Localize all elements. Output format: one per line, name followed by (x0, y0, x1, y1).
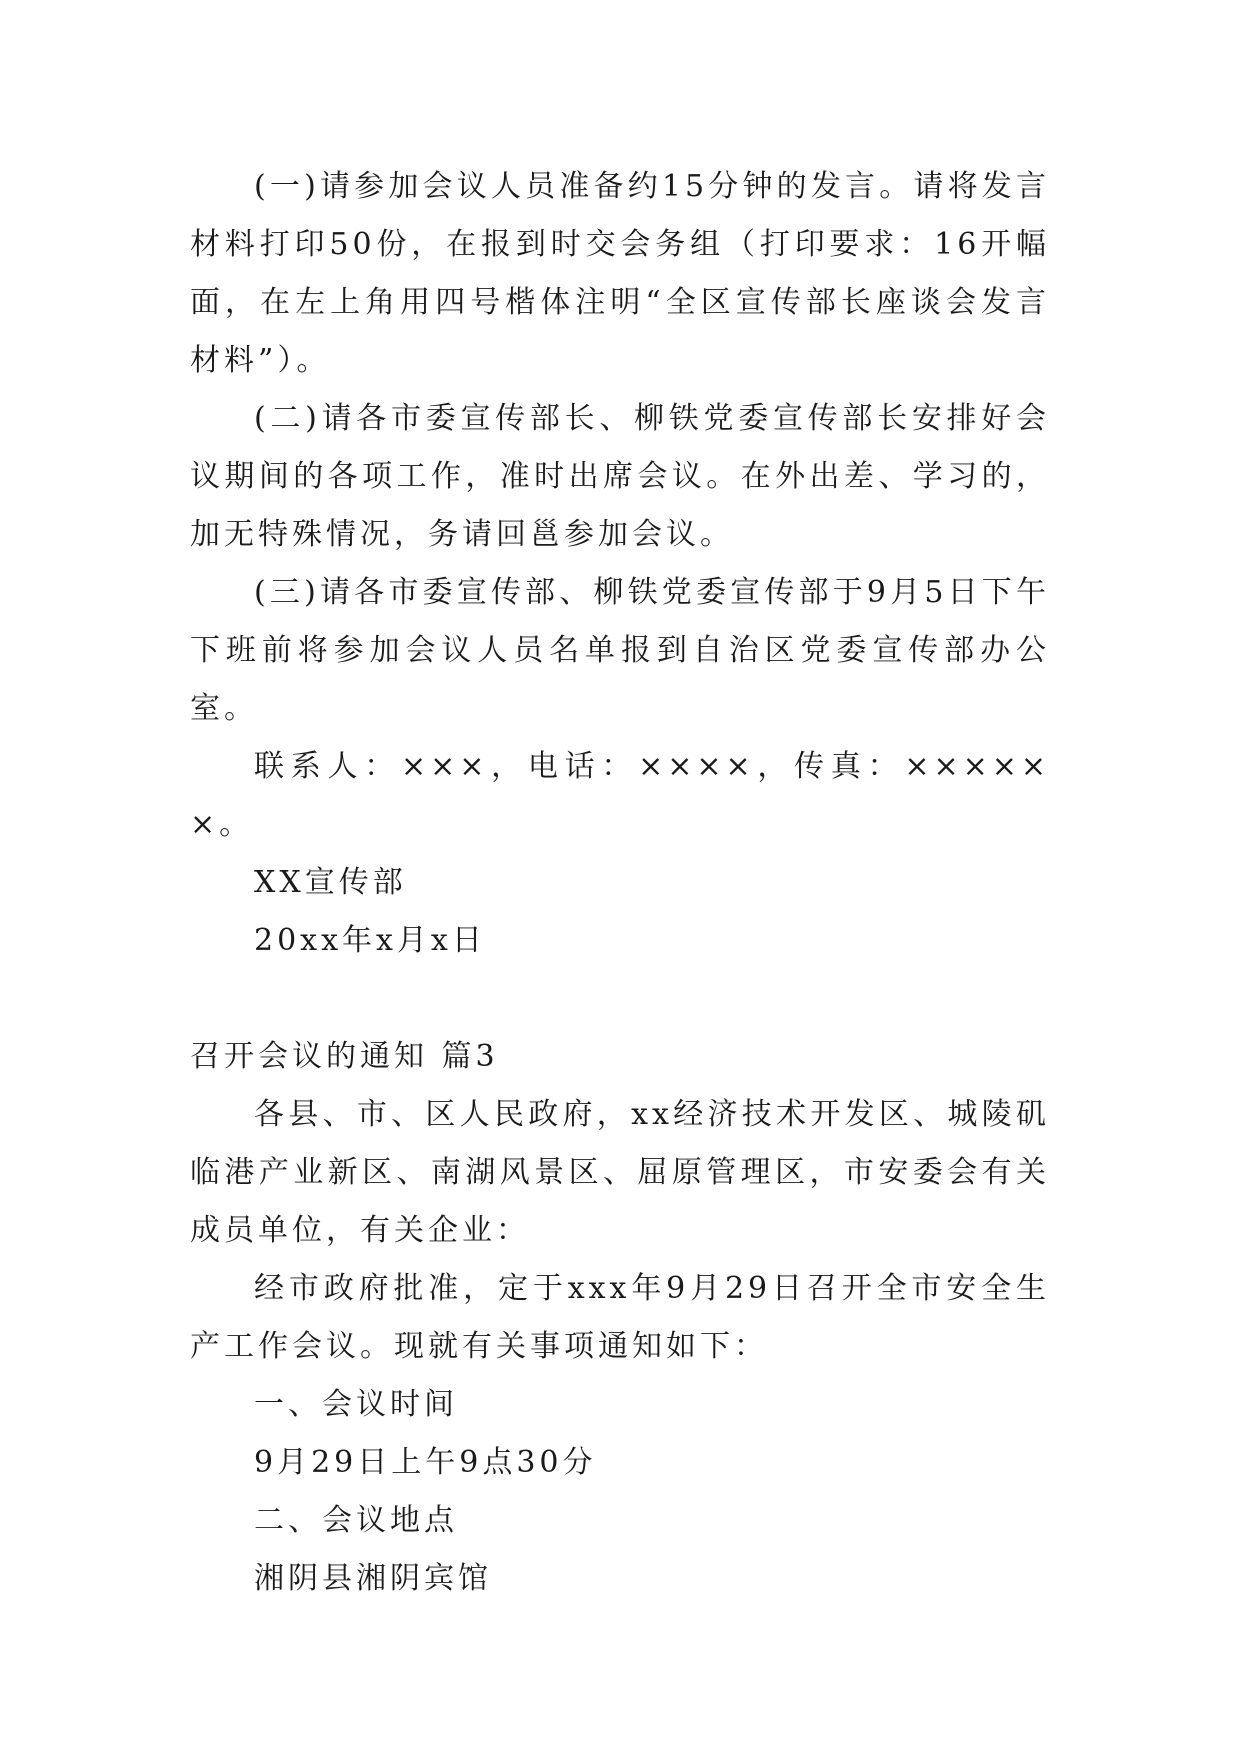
paragraph-item-2: (二)请各市委宣传部长、柳铁党委宣传部长安排好会议期间的各项工作，准时出席会议。在外出差、学习的，加无特殊情况，务请回邕参加会议。 (190, 401, 1050, 552)
intro-paragraph: 经市政府批准，定于xxx年9月29日召开全市安全生产工作会议。现就有关事项通知如下： (190, 1271, 1050, 1364)
section-title: 召开会议的通知 篇3 (190, 1039, 499, 1074)
meeting-place-heading: 二、会议地点 (254, 1503, 458, 1538)
signature-date: 20xx年x月x日 (254, 923, 486, 958)
document-body (190, 158, 1050, 1608)
contact-line: 联系人：×××，电话：××××，传真：××××××。 (190, 749, 1050, 842)
section-gap (190, 970, 1050, 1028)
signature-department: XX宣传部 (254, 865, 407, 900)
paragraph-item-3: (三)请各市委宣传部、柳铁党委宣传部于9月5日下午下班前将参加会议人员名单报到自治区党委宣传部办公室。 (190, 575, 1050, 726)
meeting-place-value: 湘阴县湘阴宾馆 (254, 1561, 492, 1596)
addressee-paragraph: 各县、市、区人民政府，xx经济技术开发区、城陵矶临港产业新区、南湖风景区、屈原管理区，市安委会有关成员单位，有关企业： (190, 1097, 1050, 1248)
paragraph-item-1: (一)请参加会议人员准备约15分钟的发言。请将发言材料打印50份，在报到时交会务组（打印要求：16开幅面，在左上角用四号楷体注明“全区宣传部长座谈会发言材料”）。 (190, 169, 1050, 378)
meeting-time-heading: 一、会议时间 (254, 1387, 458, 1422)
meeting-time-value: 9月29日上午9点30分 (254, 1445, 597, 1480)
